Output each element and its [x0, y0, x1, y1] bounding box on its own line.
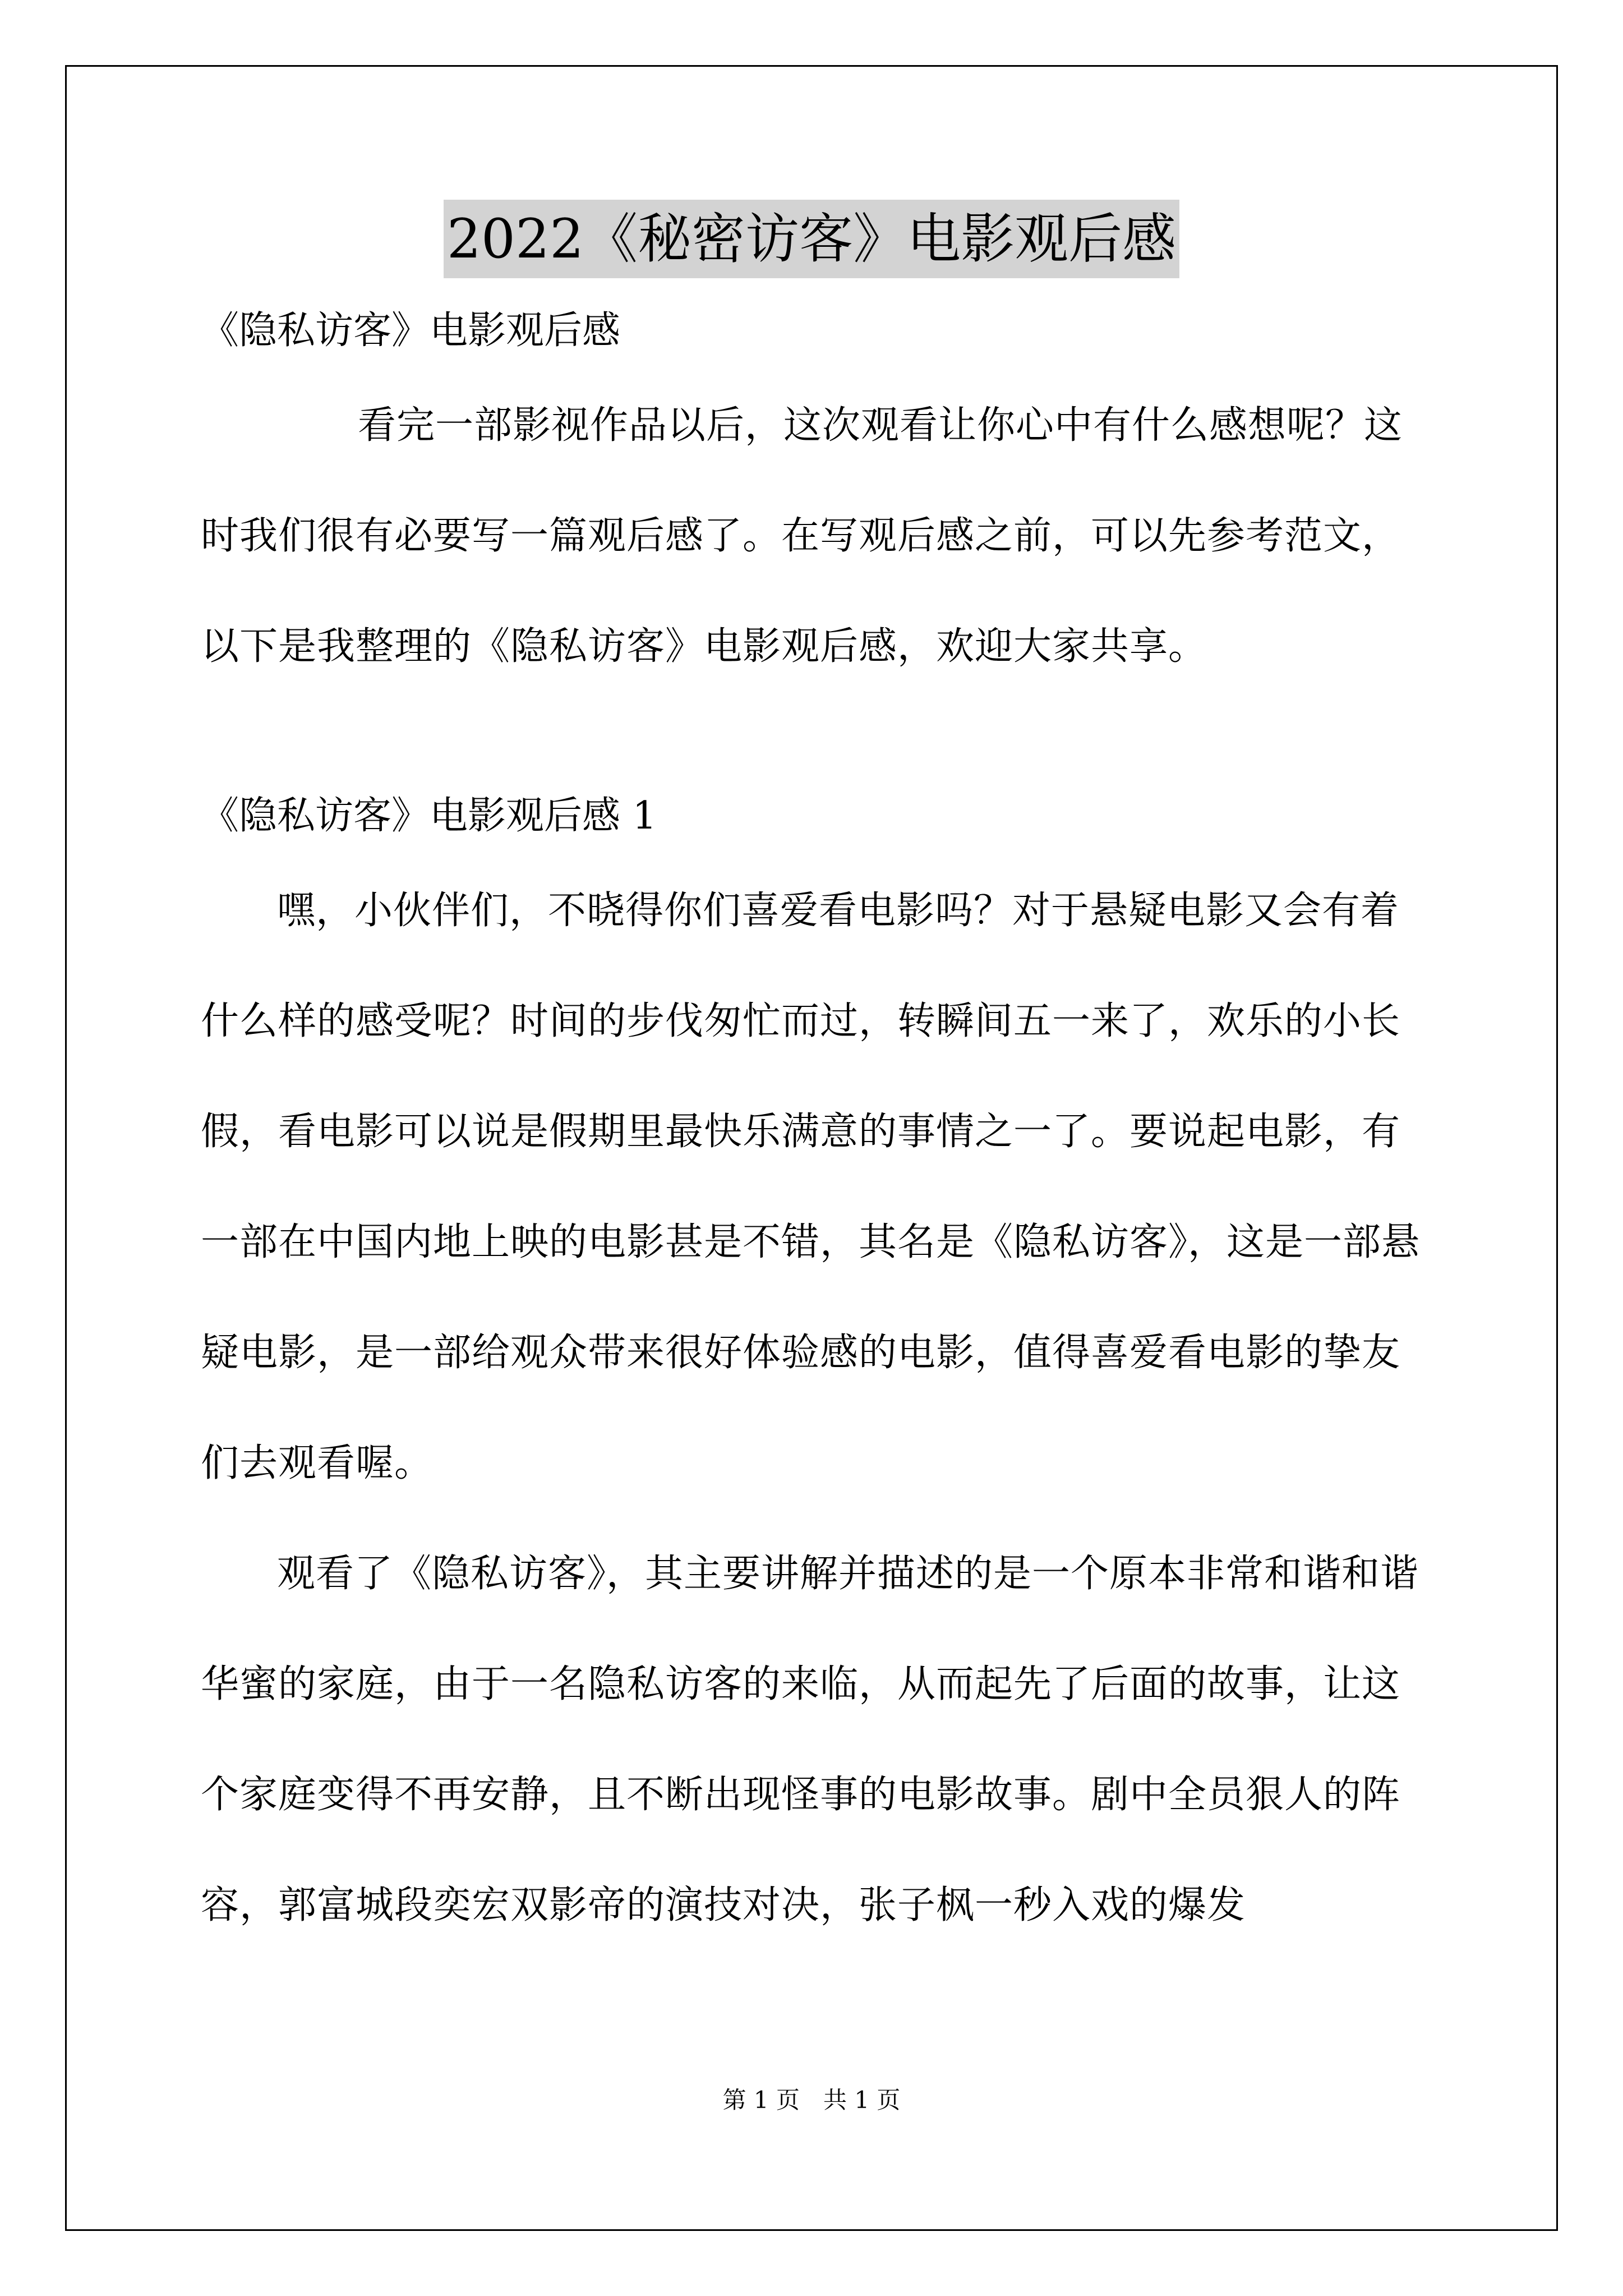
section-heading: 《隐私访客》电影观后感 1 [201, 794, 657, 838]
body-paragraph-2: 观看了《隐私访客》，其主要讲解并描述的是一个原本非常和谐和谐华蜜的家庭，由于一名隐私访客的来临，从而起先了后面的故事，让这个家庭变得不再安静，且不断出现怪事的电影故事。剧中全员狠人的阵容，郭富城段奕宏双影帝的演技对决，张子枫一秒入戏的爆发 [201, 1552, 1419, 1927]
document-body [201, 303, 1423, 1961]
section-spacer [201, 702, 1423, 788]
document-subtitle: 《隐私访客》电影观后感 [201, 309, 621, 353]
intro-paragraph: 看完一部影视作品以后，这次观看让你心中有什么感想呢？这时我们很有必要写一篇观后感了。在写观后感之前，可以先参考范文，以下是我整理的《隐私访客》电影观后感，欢迎大家共享。 [201, 403, 1403, 669]
document-title: 2022《秘密访客》电影观后感 [444, 200, 1179, 278]
title-container [0, 200, 1623, 278]
page-footer: 第 1 页 共 1 页 [722, 2086, 901, 2114]
body-paragraph-1: 嘿，小伙伴们，不晓得你们喜爱看电影吗？对于悬疑电影又会有着什么样的感受呢？时间的步伐匆忙而过，转瞬间五一来了，欢乐的小长假，看电影可以说是假期里最快乐满意的事情之一了。要说起电影，有一部在中国内地上映的电影甚是不错，其名是《隐私访客》，这是一部悬疑电影，是一部给观众带来很好体验感的电影，值得喜爱看电影的挚友们去观看喔。 [201, 889, 1421, 1485]
